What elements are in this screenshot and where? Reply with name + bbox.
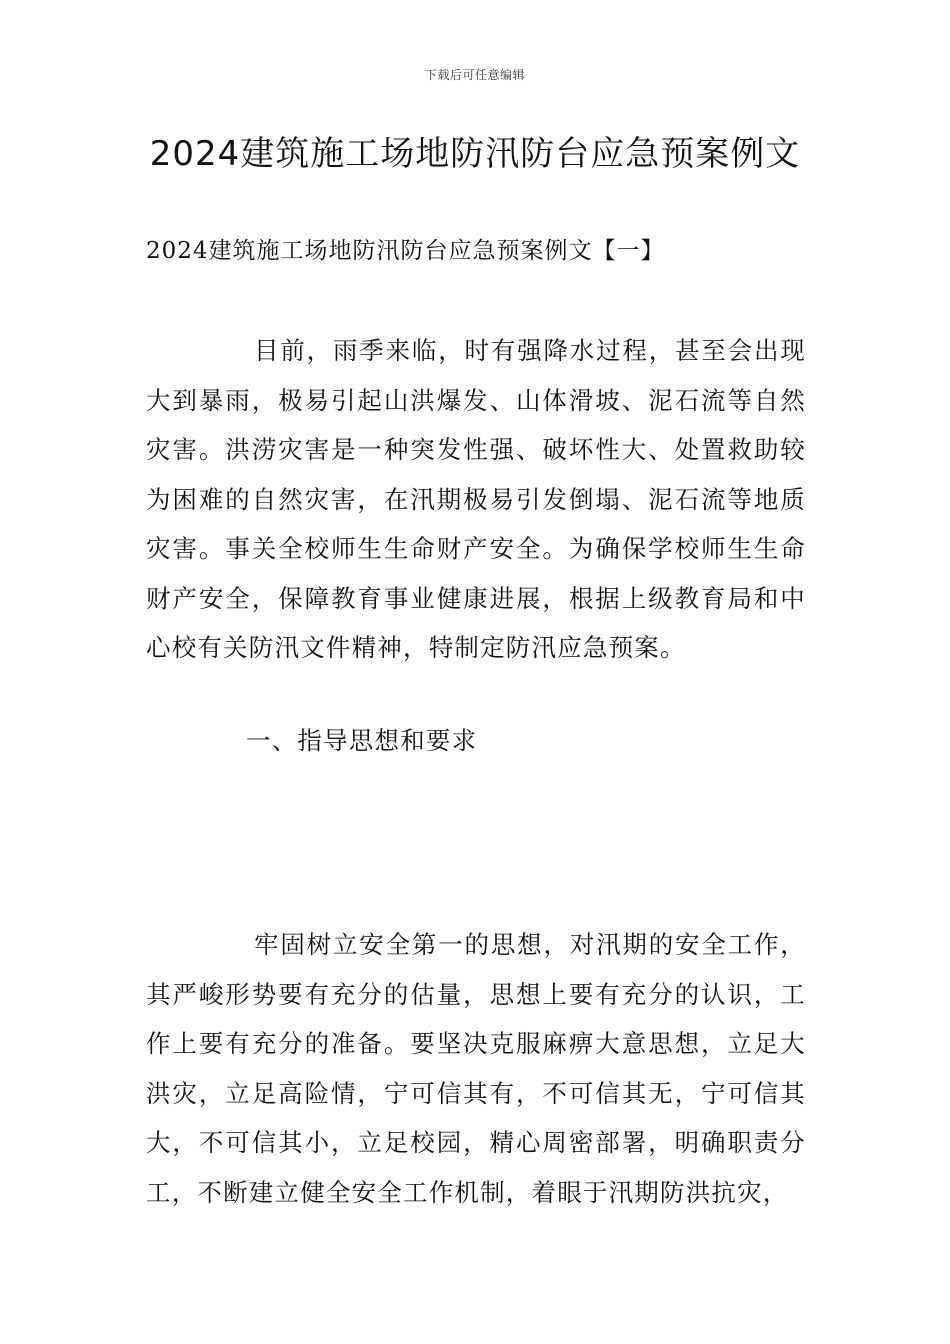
heading-guiding-principles: 一、指导思想和要求 bbox=[246, 726, 478, 755]
paragraph-intro: 目前，雨季来临，时有强降水过程，甚至会出现大到暴雨，极易引起山洪爆发、山体滑坡、泥石流等自然灾害。洪涝灾害是一种突发性强、破坏性大、处置救助较为困难的自然灾害，在汛期极易引发倒塌、泥石流等地质灾害。事关全校师生生命财产安全。为确保学校师生生命财产安全，保障教育事业健康进展，根据上级教育局和中心校有关防汛文件精神，特制定防汛应急预案。 bbox=[146, 336, 806, 662]
header-note: 下载后可任意编辑 bbox=[424, 68, 525, 82]
section-title: 2024建筑施工场地防汛防台应急预案例文【一】 bbox=[146, 238, 665, 264]
paragraph-guiding-principles: 牢固树立安全第一的思想，对汛期的安全工作，其严峻形势要有充分的估量，思想上要有充分的认识，工作上要有充分的准备。要坚决克服麻痹大意思想，立足大洪灾，立足高险情，宁可信其有，不可信其无，宁可信其大，不可信其小，立足校园，精心周密部署，明确职责分工，不断建立健全安全工作机制，着眼于汛期防洪抗灾， bbox=[146, 930, 806, 1207]
document-title: 2024建筑施工场地防汛防台应急预案例文 bbox=[149, 134, 801, 174]
